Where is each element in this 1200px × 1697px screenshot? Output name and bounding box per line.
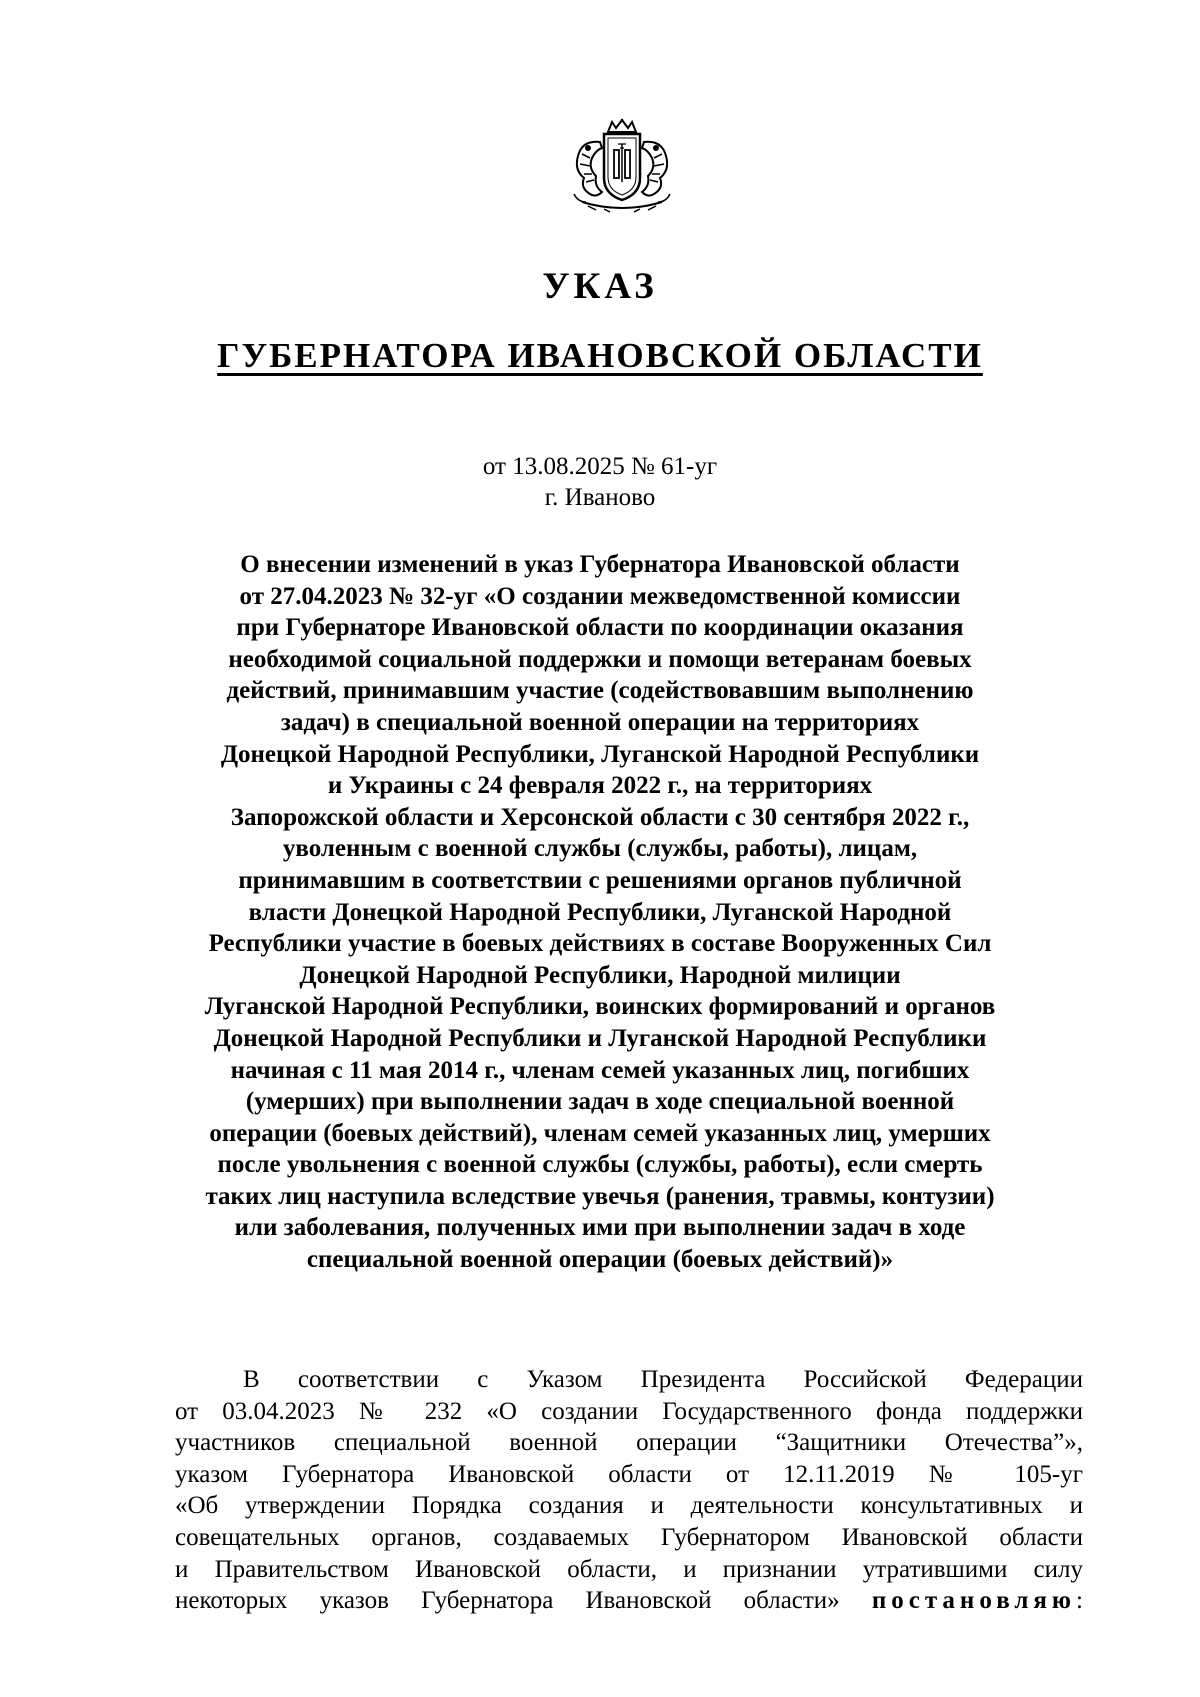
decree-word: постановляю [871, 1587, 1077, 1615]
title-line: Луганской Народной Республики, воинских формирований и органов [204, 993, 996, 1021]
body-line: и Правительством Ивановской области, и признании утратившими силу [175, 1555, 1083, 1583]
title-line: таких лиц наступила вследствие увечья (ранения, травмы, контузии) [205, 1182, 995, 1210]
title-line: операции (боевых действий), членам семей указанных лиц, умерших [209, 1119, 991, 1147]
title-line: при Губернаторе Ивановской области по координации оказания [236, 614, 964, 642]
decree-colon: : [1076, 1587, 1083, 1615]
title-line: принимавшим в соответствии с решениями органов публичной [238, 866, 962, 894]
body-last-line-text: некоторых указов Губернатора Ивановской области» [175, 1587, 840, 1615]
body-line: указом Губернатора Ивановской области от 12.11.2019 № 105-уг [175, 1460, 1083, 1488]
body-line: «Об утверждении Порядка создания и деятельности консультативных и [175, 1492, 1083, 1520]
title-line: Запорожской области и Херсонской области с 30 сентября 2022 г., [230, 803, 970, 831]
title-line: начиная с 11 мая 2014 г., членам семей указанных лиц, погибших [230, 1056, 970, 1084]
ivanovo-coat-of-arms-icon [560, 118, 684, 218]
title-line: (умерших) при выполнении задач в ходе специальной военной [245, 1088, 955, 1116]
title-line: после увольнения с военной службы (службы, работы), если смерть [217, 1151, 983, 1179]
decree-date-number: от 13.08.2025 № 61-уг [482, 453, 718, 480]
title-line: необходимой социальной поддержки и помощи ветеранам боевых [228, 645, 972, 673]
body-line: участников специальной военной операции “Защитники Отечества”», [175, 1429, 1083, 1457]
title-line: Донецкой Народной Республики, Луганской Народной Республики [220, 740, 980, 768]
body-line: В соответствии с Указом Президента Российской Федерации [243, 1366, 1083, 1393]
body-line: совещательных органов, создаваемых Губернатором Ивановской области [175, 1523, 1083, 1551]
title-line: Донецкой Народной Республики, Народной милиции [299, 961, 901, 989]
title-line: специальной военной операции (боевых действий)» [306, 1246, 894, 1274]
title-line: Республики участие в боевых действиях в составе Вооруженных Сил [208, 930, 992, 958]
decree-city: г. Иваново [544, 484, 656, 511]
document-type-heading: УКАЗ [542, 266, 658, 307]
preamble-paragraph [175, 1364, 1083, 1617]
issuing-authority-heading [0, 336, 1200, 376]
title-line: или заболевания, полученных ими при выполнении задач в ходе [234, 1214, 966, 1242]
title-line: действий, принимавшим участие (содействовавшим выполнению [226, 677, 974, 705]
title-line: О внесении изменений в указ Губернатора Ивановской области [240, 551, 960, 578]
title-line: Донецкой Народной Республики и Луганской Народной Республики [213, 1024, 987, 1052]
body-line: от 03.04.2023 № 232 «О создании Государственного фонда поддержки [175, 1397, 1083, 1425]
decree-title [150, 549, 1050, 1276]
body-last-line [175, 1585, 1083, 1617]
issuing-authority-text: ГУБЕРНАТОРА ИВАНОВСКОЙ ОБЛАСТИ [217, 336, 983, 375]
title-line: власти Донецкой Народной Республики, Луганской Народной [248, 898, 952, 926]
title-line: задач) в специальной военной операции на территориях [280, 708, 920, 736]
title-line: и Украины с 24 февраля 2022 г., на территориях [327, 772, 873, 800]
title-line: уволенным с военной службы (службы, работы), лицам, [282, 835, 918, 863]
title-line: от 27.04.2023 № 32-уг «О создании межведомственной комиссии [239, 582, 961, 610]
